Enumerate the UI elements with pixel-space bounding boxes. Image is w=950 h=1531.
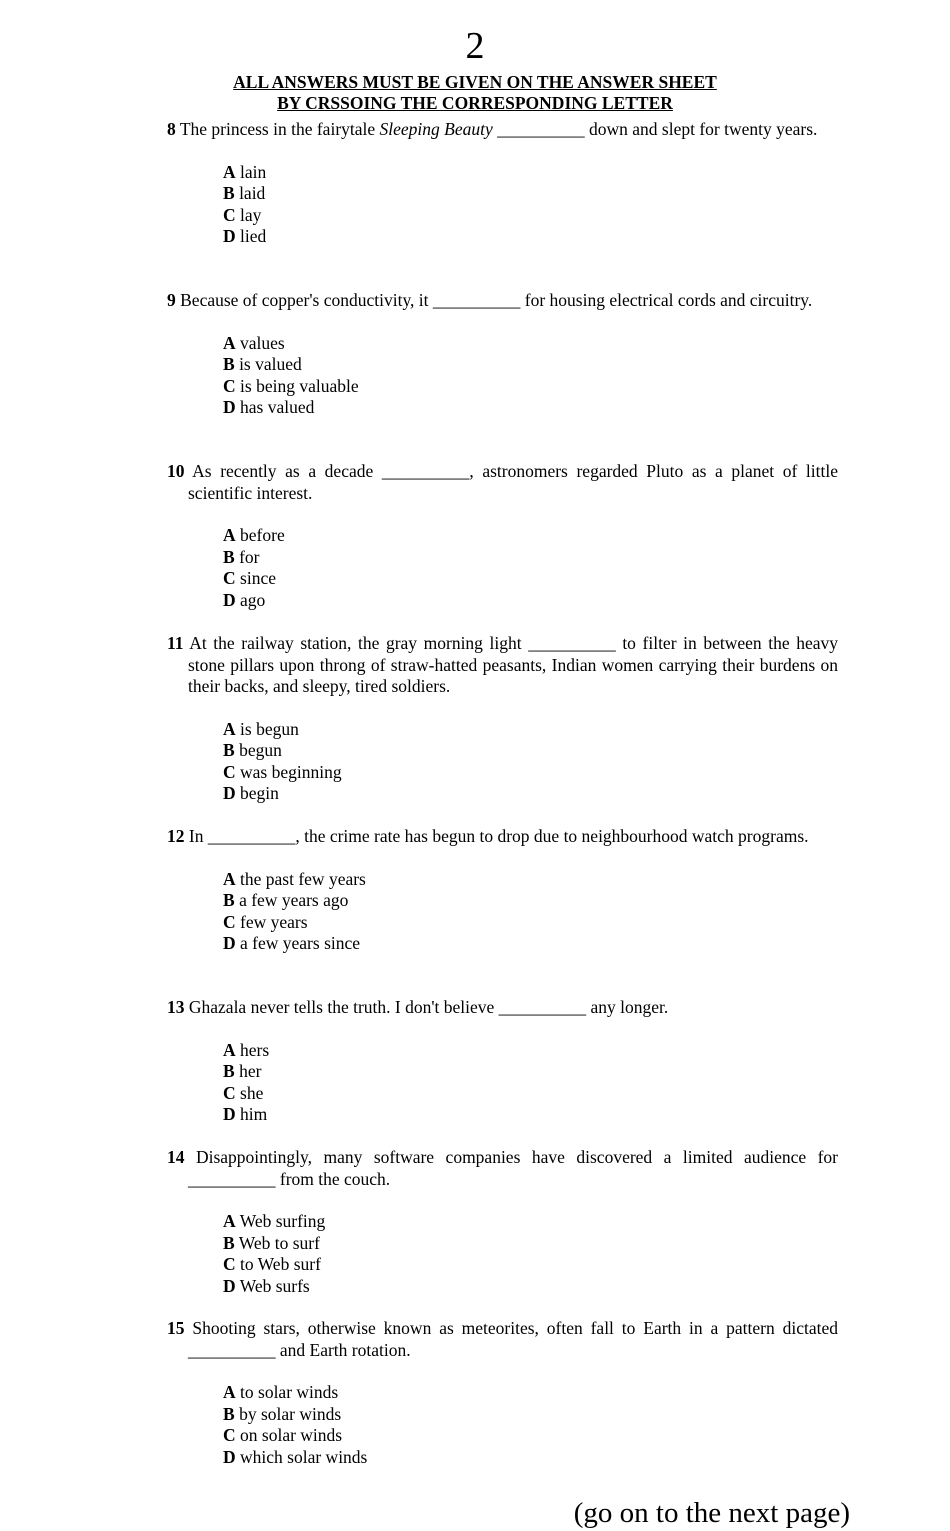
question-stem [167,290,838,312]
question-number: 8 [167,119,176,139]
option-letter: C [223,761,236,782]
answer-blank: __________ [432,290,521,310]
option-d [223,1276,838,1298]
option-letter: A [223,1039,236,1060]
option-list [223,1040,838,1126]
option-letter: D [223,933,236,953]
option-letter: D [223,1275,236,1296]
option-a [223,1382,838,1404]
option-text: few years [240,911,308,932]
option-b [223,547,838,569]
option-text: was beginning [240,761,342,782]
option-list [223,869,838,955]
stem-text-before: Shooting stars, otherwise known as meteorites, often fall to Earth in a pattern dictated [192,1318,839,1338]
option-text: ago [240,589,266,610]
option-list [223,1382,838,1468]
question-stem [167,997,838,1019]
stem-text-before: At the railway station, the gray morning light [189,633,529,653]
option-letter: C [223,1425,236,1445]
question-number: 9 [167,290,176,310]
question-stem [167,826,838,848]
stem-text-before: Disappointingly, many software companies have discovered a limited audience for [195,1147,839,1167]
option-letter: B [223,1232,235,1253]
option-c [223,1254,838,1276]
option-text: begin [240,783,279,803]
question-13 [167,997,838,1126]
option-text: him [240,1104,268,1124]
option-d [223,1447,838,1469]
option-d [223,1104,838,1126]
answer-blank: __________ [188,1339,276,1360]
option-b [223,1404,838,1426]
option-list [223,333,838,419]
option-letter: D [223,397,236,417]
option-d [223,933,838,955]
stem-text-before: Ghazala never tells the truth. I don't believe [188,997,499,1017]
answer-blank: __________ [381,461,470,481]
option-text: which solar winds [240,1446,368,1467]
option-b [223,1061,838,1083]
question-stem [167,633,838,698]
answer-blank: __________ [188,1168,276,1189]
question-15 [167,1318,838,1468]
option-text: she [240,1082,264,1103]
option-a [223,162,838,184]
option-c [223,762,838,784]
option-b [223,183,838,205]
question-number: 14 [167,1147,185,1167]
question-number: 11 [167,633,184,653]
option-list [223,162,838,248]
option-text: Web to surf [238,1232,320,1253]
option-text: on solar winds [240,1425,343,1445]
option-letter: B [223,1403,235,1424]
option-list [223,1211,838,1297]
option-text: lay [240,204,262,225]
option-text: by solar winds [239,1403,342,1424]
option-c [223,568,838,590]
answer-blank: __________ [528,633,616,653]
option-text: is begun [240,718,299,739]
option-b [223,890,838,912]
option-letter: A [223,525,236,545]
stem-italic-title: Sleeping Beauty [379,119,493,139]
instructions-header [0,72,950,114]
option-a [223,1040,838,1062]
option-letter: D [223,226,236,246]
answer-blank: __________ [207,826,296,846]
option-text: for [239,546,260,567]
answer-blank: __________ [497,119,585,139]
answer-blank: __________ [498,997,587,1017]
question-stem [167,461,838,504]
stem-text-after: from the couch. [275,1168,391,1189]
option-letter: D [223,1446,236,1467]
option-a [223,525,838,547]
option-c [223,376,838,398]
option-letter: C [223,1254,236,1274]
option-list [223,719,838,805]
option-letter: A [223,1382,236,1402]
stem-text-after: for housing electrical cords and circuitry. [520,290,813,310]
option-letter: C [223,1082,236,1103]
question-number: 13 [167,997,185,1017]
option-list [223,525,838,611]
option-letter: B [223,354,235,374]
option-text: begun [239,740,282,760]
option-text: Web surfing [239,1211,326,1231]
option-letter: D [223,1104,236,1124]
stem-text-before: In [188,826,208,846]
option-letter: B [223,546,235,567]
stem-text-before: Because of copper's conductivity, it [180,290,433,310]
option-a [223,333,838,355]
page-number: 2 [465,25,485,67]
option-text: the past few years [240,868,366,889]
option-letter: A [223,868,236,889]
option-text: is being valuable [240,375,359,396]
question-stem [167,119,838,141]
stem-text-after: , the crime rate has begun to drop due to neighbourhood watch programs. [295,826,809,846]
question-number: 10 [167,461,185,481]
option-text: to solar winds [240,1382,339,1402]
option-a [223,719,838,741]
option-text: a few years since [240,933,361,953]
instructions-line-2: BY CRSSOING THE CORRESPONDING LETTER [277,93,673,113]
question-10 [167,461,838,611]
option-letter: B [223,740,235,760]
option-text: lied [240,226,267,246]
option-a [223,1211,838,1233]
question-11 [167,633,838,805]
option-c [223,205,838,227]
option-letter: B [223,890,235,910]
option-d [223,783,838,805]
option-letter: A [223,161,236,182]
question-12 [167,826,838,955]
option-letter: C [223,375,236,396]
question-stem [167,1318,838,1361]
option-text: lain [240,161,267,182]
option-d [223,397,838,419]
option-d [223,226,838,248]
option-letter: C [223,911,236,932]
question-9 [167,290,838,419]
question-stem [167,1147,838,1190]
option-text: to Web surf [240,1254,321,1274]
option-text: before [240,525,285,545]
option-text: since [240,568,276,588]
option-letter: C [223,568,236,588]
option-a [223,869,838,891]
stem-text-before: The princess in the fairytale [179,119,380,139]
question-8 [167,119,838,248]
option-text: her [239,1061,262,1081]
question-number: 15 [167,1318,185,1338]
stem-text-after: and Earth rotation. [275,1339,411,1360]
option-c [223,912,838,934]
stem-text-before: As recently as a decade [192,461,382,481]
option-c [223,1083,838,1105]
stem-text-after: to filter in between the heavy stone pillars upon throng of straw-hatted peasants, Indian women carrying their burdens on their backs, and sleepy, tired soldiers. [188,633,838,696]
stem-text-after: any longer. [586,997,669,1017]
option-b [223,1233,838,1255]
option-d [223,590,838,612]
option-letter: B [223,183,235,203]
option-b [223,354,838,376]
option-letter: A [223,1211,236,1231]
option-c [223,1425,838,1447]
option-letter: A [223,718,236,739]
option-letter: B [223,1061,235,1081]
question-14 [167,1147,838,1297]
option-letter: D [223,783,236,803]
option-text: a few years ago [239,890,349,910]
option-b [223,740,838,762]
option-text: has valued [240,397,315,417]
stem-text-after: , astronomers regarded Pluto as a planet of little scientific interest. [188,461,838,503]
stem-text-after: down and slept for twenty years. [584,119,818,139]
option-text: Web surfs [239,1275,310,1296]
question-number: 12 [167,826,185,846]
option-text: is valued [239,354,302,374]
continue-note: (go on to the next page) [573,1497,850,1529]
option-letter: D [223,589,236,610]
option-letter: C [223,204,236,225]
instructions-line-1: ALL ANSWERS MUST BE GIVEN ON THE ANSWER SHEET [233,72,717,92]
option-text: hers [240,1039,270,1060]
option-text: laid [239,183,266,203]
option-letter: A [223,332,236,353]
option-text: values [240,332,285,353]
